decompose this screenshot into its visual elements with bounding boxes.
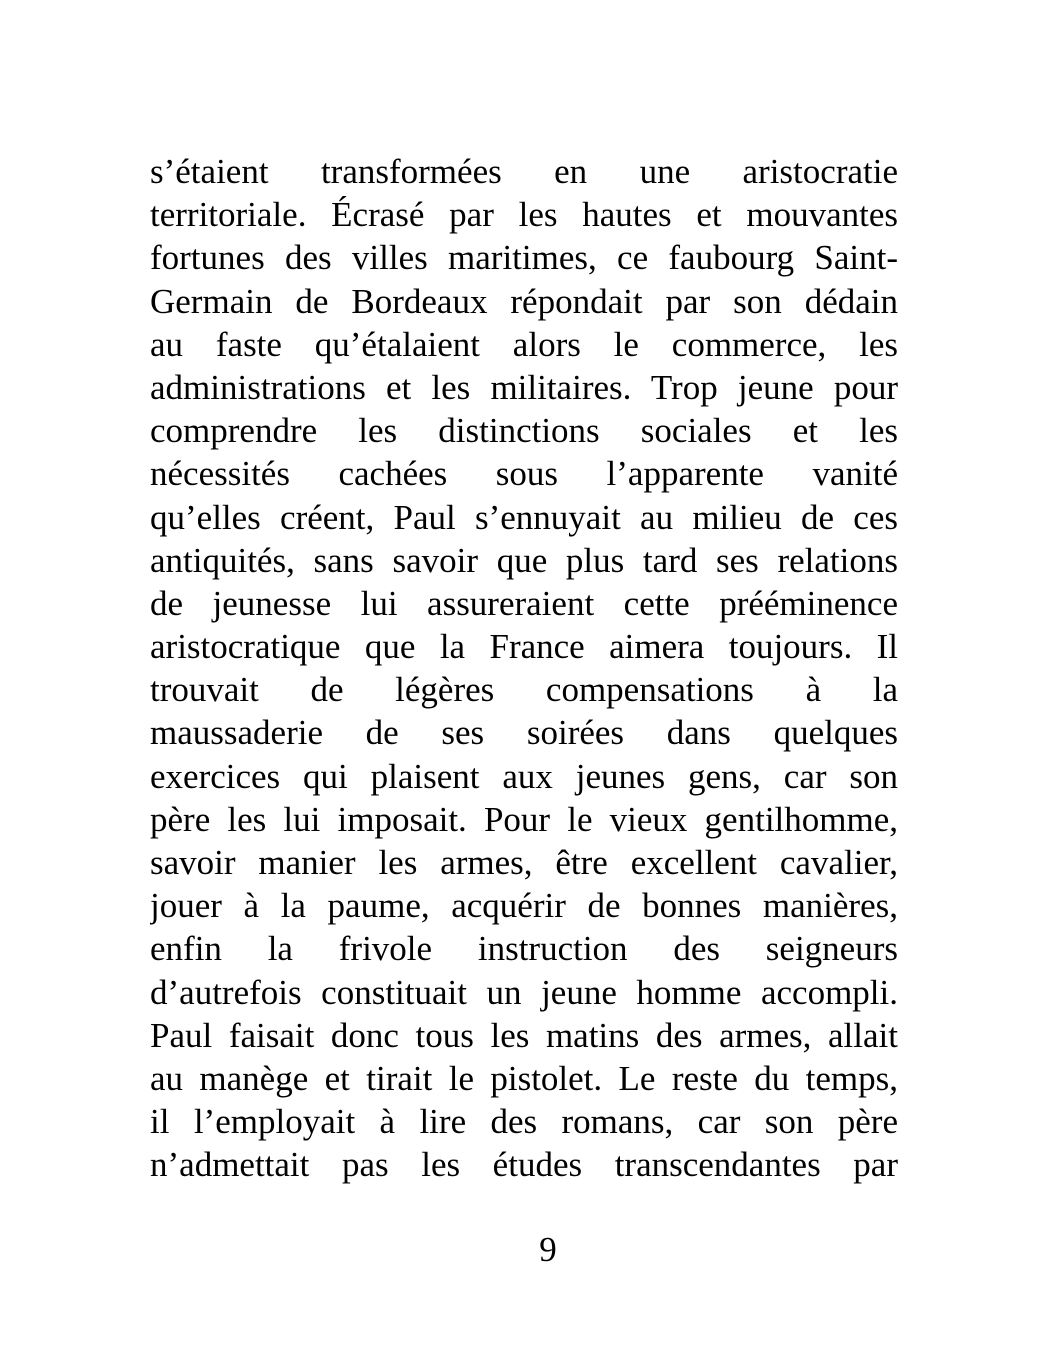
text-line: d’autrefois constituait un jeune homme accompli.: [150, 972, 898, 1012]
page-number: 9: [539, 1230, 557, 1269]
text-line: au manège et tirait le pistolet. Le reste du temps,: [150, 1058, 898, 1098]
text-line: territoriale. Écrasé par les hautes et mouvantes: [150, 195, 898, 235]
text-line: enfin la frivole instruction des seigneurs: [150, 929, 898, 969]
text-line: jouer à la paume, acquérir de bonnes manières,: [150, 886, 898, 926]
text-line: administrations et les militaires. Trop jeune pour: [150, 367, 898, 407]
text-line: de jeunesse lui assureraient cette prééminence: [150, 583, 898, 623]
text-line: comprendre les distinctions sociales et les: [150, 411, 898, 451]
text-line: aristocratique que la France aimera toujours. Il: [150, 627, 898, 667]
text-line: père les lui imposait. Pour le vieux gentilhomme,: [150, 799, 898, 839]
text-line: n’admettait pas les études transcendantes par: [150, 1145, 898, 1185]
body-text: [150, 150, 898, 1187]
text-line: qu’elles créent, Paul s’ennuyait au milieu de ces: [150, 497, 898, 537]
text-line: exercices qui plaisent aux jeunes gens, car son: [150, 756, 898, 796]
text-line: savoir manier les armes, être excellent cavalier,: [150, 843, 898, 882]
text-line: au faste qu’étalaient alors le commerce, les: [150, 324, 898, 364]
text-line: s’étaient transformées en une aristocratie: [150, 152, 898, 191]
text-line: antiquités, sans savoir que plus tard ses relations: [150, 540, 898, 580]
text-line: nécessités cachées sous l’apparente vanité: [150, 454, 898, 494]
text-line: maussaderie de ses soirées dans quelques: [150, 713, 898, 753]
text-line: Germain de Bordeaux répondait par son dédain: [150, 281, 898, 321]
text-line: trouvait de légères compensations à la: [150, 670, 898, 710]
text-line: fortunes des villes maritimes, ce faubourg Saint-: [150, 238, 898, 278]
text-line: Paul faisait donc tous les matins des armes, allait: [150, 1015, 898, 1055]
text-line: il l’employait à lire des romans, car son père: [150, 1102, 898, 1142]
